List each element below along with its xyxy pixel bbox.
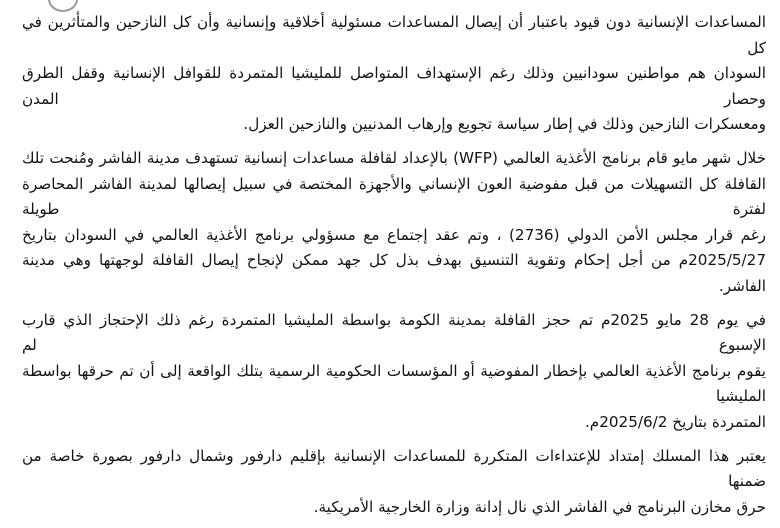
paragraph-convoy-detention [22,308,766,436]
paragraph-humanitarian-access [22,10,766,138]
text-line: رغم قرار مجلس الأمن الدولي (2736) ، وتم عقد إجتماع مع مسؤولي برنامج الأغذية العالمي في السودان بتاريخ [22,225,766,244]
text-line: 2025/5/27م من أجل إحكام وتقوية التنسيق بهدف بذل كل جهد ممكن لإنجاح إيصال القافلة لوجهتها وهي مدينة [22,251,766,270]
text-line: يقوم برنامج الأغذية العالمي بإخطار المفوضية أو المؤسسات الحكومية الرسمية بتلك الواقعة إلى أن تم حرقها بواسطة المليشيا [22,361,766,406]
text-line: في يوم 28 مايو 2025م تم حجز القافلة بمدينة الكومة بواسطة المليشيا المتمردة رغم ذلك الإحتجاز الذي قارب الإسبوع لم [22,310,766,355]
text-line: يعتبر هذا المسلك إمتداد للإعتداءات المتكررة للمساعدات الإنسانية بإقليم دارفور وشمال دارفور بصورة خاصة من ضمنها [22,446,766,491]
text-line: السودان هم مواطنين سودانيين وذلك رغم الإستهداف المتواصل للمليشيا المتمردة للقوافل الإنسانية وقفل الطرق وحصار المدن [22,64,766,108]
text-line: الفاشر. [718,276,766,295]
text-line: ومعسكرات النازحين وذلك في إطار سياسة تجويع وإرهاب المدنيين والنازحين العزل. [243,115,766,134]
text-line: المتمردة بتاريخ 2025/6/2م. [584,412,766,431]
text-line: خلال شهر مايو قام برنامج الأغذية العالمي (WFP) بالإعداد لقافلة مساعدات إنسانية تستهدف مدينة الفاشر ومُنحت تلك [22,148,767,167]
text-line: المساعدات الإنسانية دون قيود باعتبار أن إيصال المساعدات مسئولية أخلاقية وإنسانية وأن كل النازحين والمتأثرين في كل [22,13,766,57]
text-line: حرق مخازن البرنامج في الفاشر الذي نال إدانة وزارة الخارجية الأمريكية. [313,497,766,516]
text-line: القافلة كل التسهيلات من قبل مفوضية العون الإنساني والأجهزة المختصة في سبيل إيصالها لمدينة الفاشر المحاصرة لفترة طويلة [22,174,766,219]
paragraph-repeated-attacks [22,444,766,521]
paragraph-wfp-convoy [22,146,766,300]
document-body [22,10,766,528]
